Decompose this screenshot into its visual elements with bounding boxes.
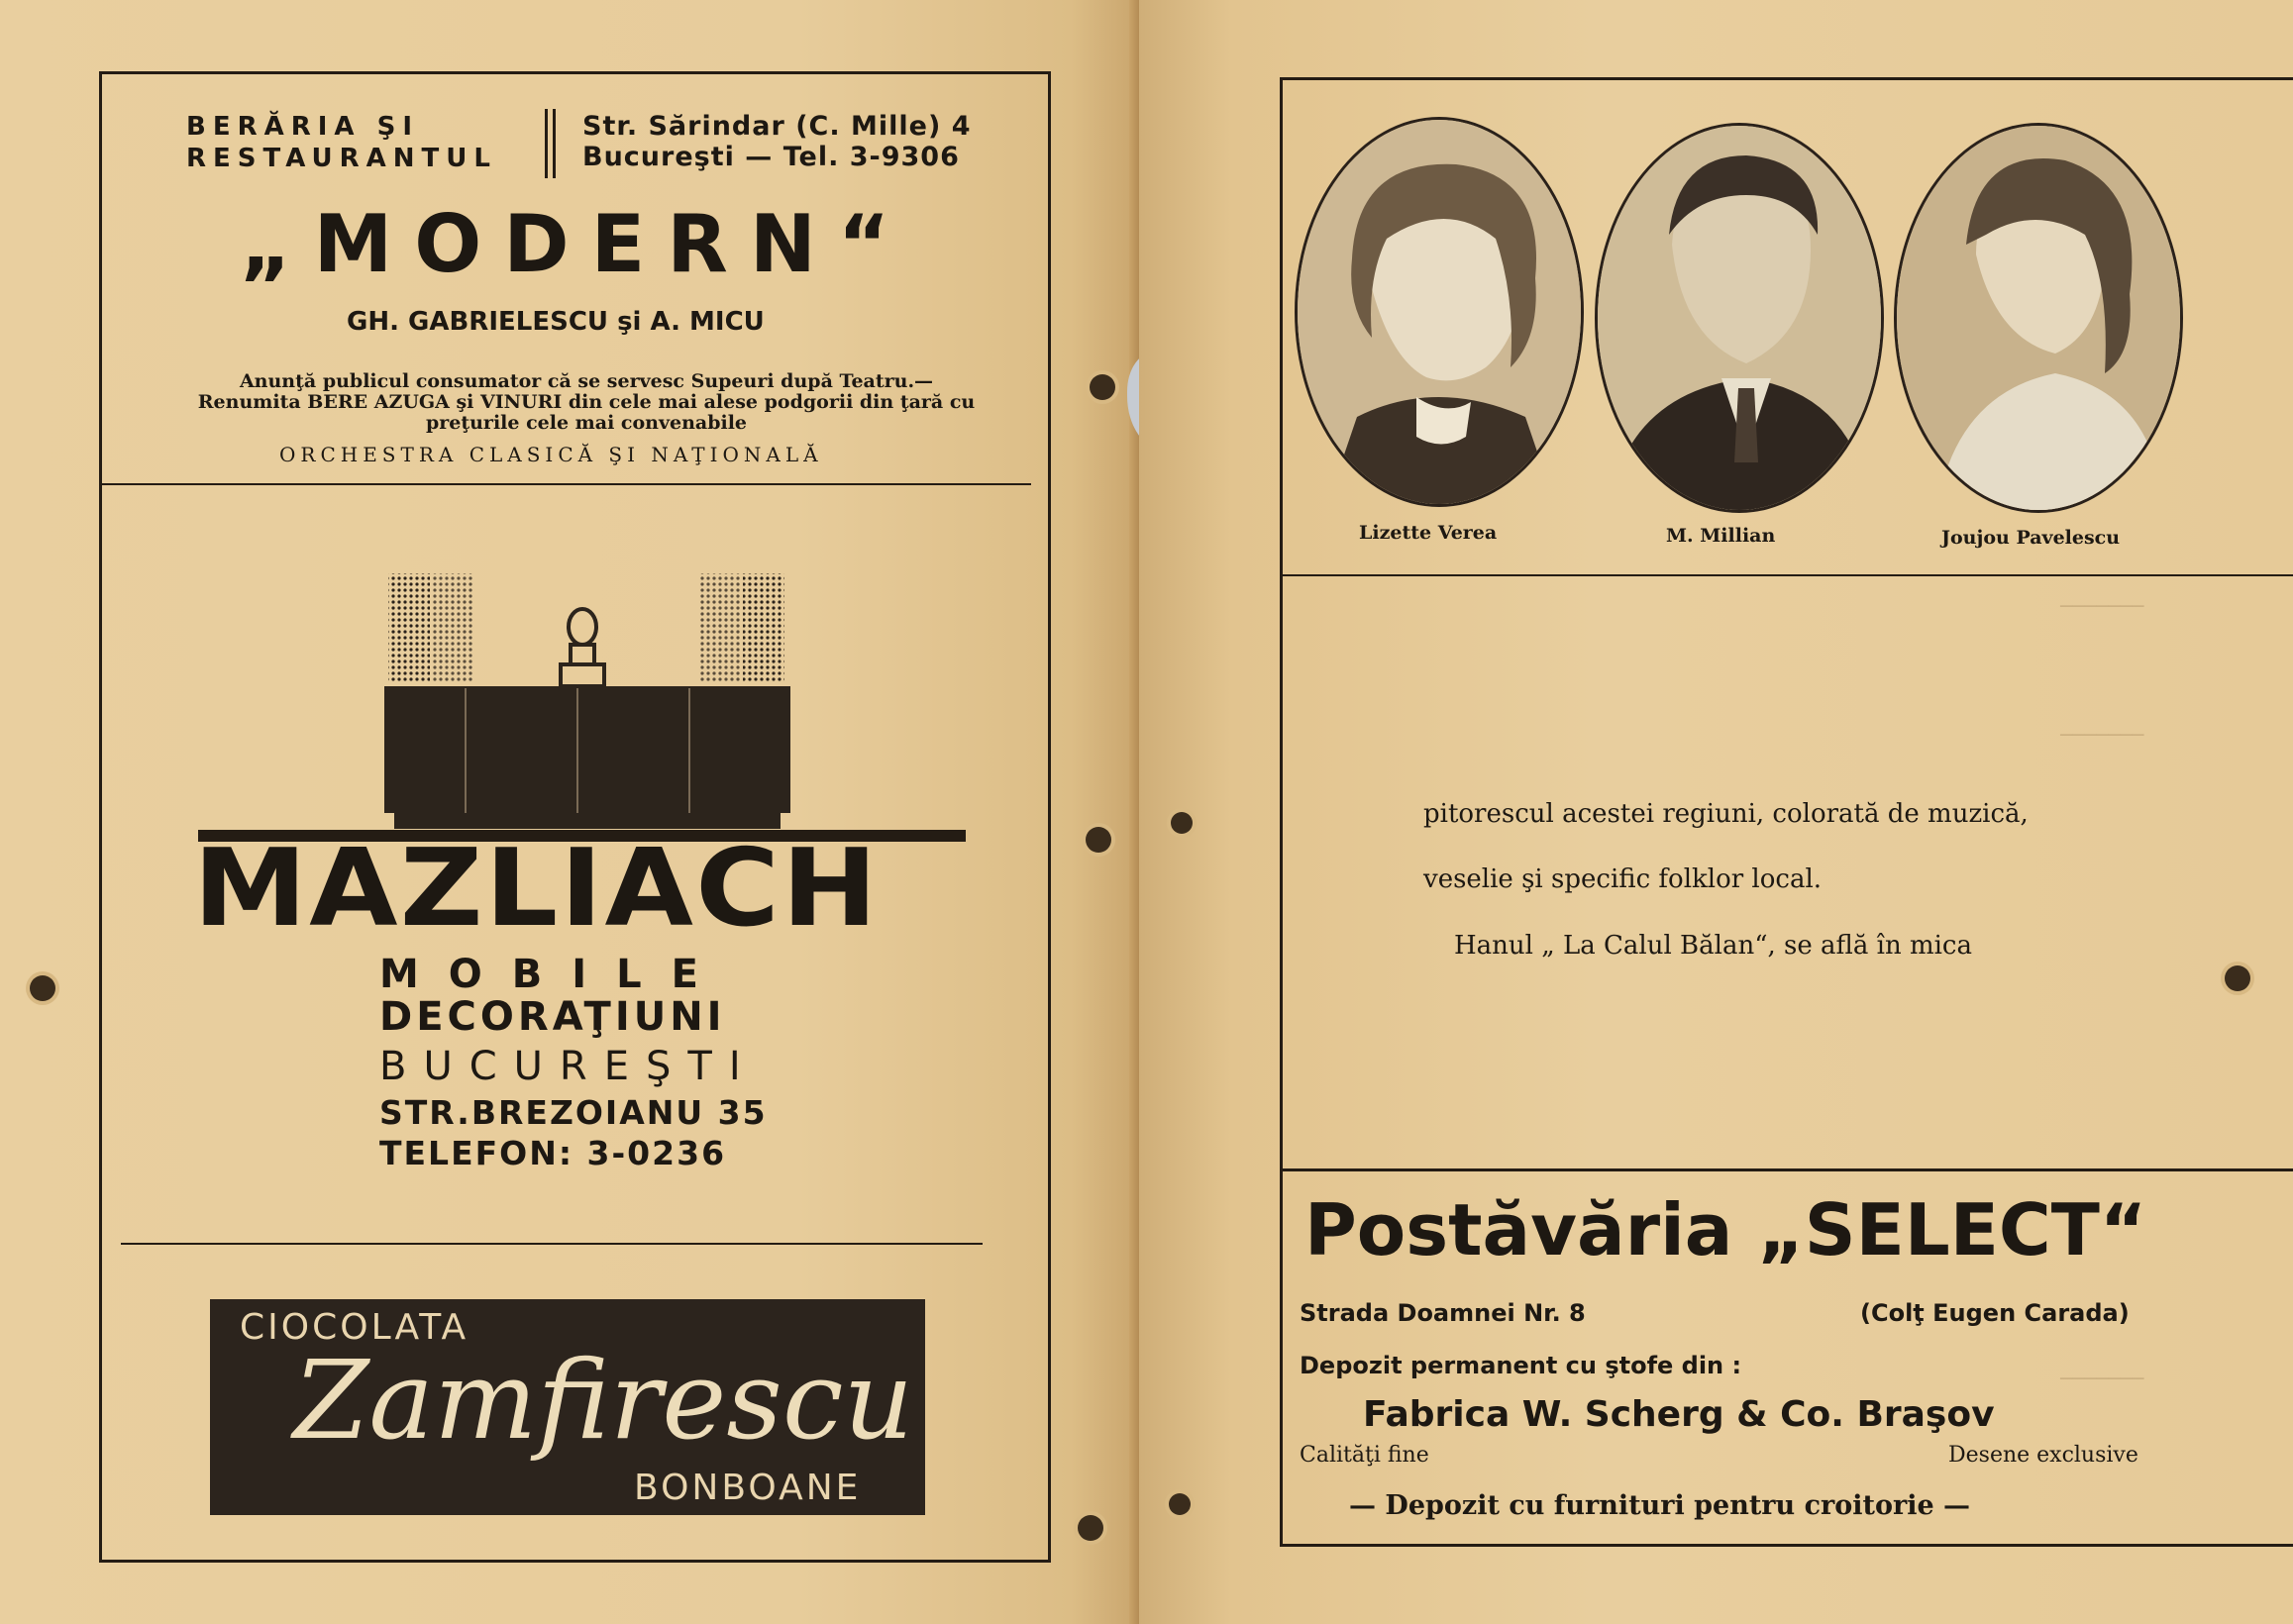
address-separator <box>545 109 548 178</box>
modern-orchestra: ORCHESTRA CLASICĂ ŞI NAŢIONALĂ <box>279 443 823 466</box>
divider-select <box>1283 1168 2293 1171</box>
divider-1 <box>102 483 1031 485</box>
text-line1: pitorescul acestei regiuni, colorată de muzică, <box>1423 799 2029 829</box>
select-quality: Calităţi fine <box>1300 1443 1429 1468</box>
modern-owners: GH. GABRIELESCU şi A. MICU <box>347 307 765 337</box>
caption-joujou-pavelescu: Joujou Pavelescu <box>1941 527 2121 549</box>
chocolate-bottom: BONBOANE <box>634 1468 862 1508</box>
select-corner: (Colţ Eugen Carada) <box>1860 1299 2130 1327</box>
select-designs: Desene exclusive <box>1948 1443 2138 1468</box>
modern-title: „MODERN“ <box>240 198 912 290</box>
text-line2: veselie şi specific folklor local. <box>1423 864 1823 894</box>
modern-announcement: Anunţă publicul consumator că se servesc Supeuri după Teatru.— Renumita BERE AZUGA şi VINURI din cele mai alese podgorii din ţară cu preţurile cele mai convenabile <box>197 370 976 434</box>
portrait-joujou-pavelescu <box>1894 123 2183 513</box>
modern-address-line1: Str. Sărindar (C. Mille) 4 <box>582 111 972 142</box>
right-page <box>1139 0 2293 1624</box>
left-hole-1 <box>1090 374 1115 400</box>
divider-portraits <box>1283 574 2293 576</box>
select-depot: Depozit permanent cu ştofe din : <box>1300 1352 1742 1379</box>
chocolate-top: CIOCOLATA <box>240 1307 469 1348</box>
right-margin-hole <box>2225 965 2250 991</box>
mazliach-line2: DECORAŢIUNI <box>379 994 726 1040</box>
left-margin-hole <box>30 975 55 1001</box>
caption-m-millian: M. Millian <box>1666 525 1776 547</box>
modern-address-line2: Bucureşti — Tel. 3-9306 <box>582 142 960 172</box>
text-line3: Hanul „ La Calul Bălan“, se află în mica <box>1454 931 1972 961</box>
mazliach-line3: BUCUREŞTI <box>379 1044 758 1089</box>
mazliach-line5: TELEFON: 3-0236 <box>379 1134 727 1172</box>
right-hole-1 <box>1171 812 1193 834</box>
mazliach-title: MAZLIACH <box>193 827 880 951</box>
caption-lizette-verea: Lizette Verea <box>1359 522 1498 544</box>
beraria-line2: RESTAURANTUL <box>186 144 497 173</box>
select-footer: — Depozit cu furnituri pentru croitorie — <box>1349 1490 1971 1521</box>
left-hole-3 <box>1078 1515 1103 1541</box>
portrait-m-millian <box>1595 123 1884 513</box>
select-street: Strada Doamnei Nr. 8 <box>1300 1299 1586 1327</box>
furniture-illustration <box>384 569 790 837</box>
divider-2 <box>121 1243 983 1245</box>
chocolate-brand: Zamfirescu <box>293 1337 914 1464</box>
chocolate-box <box>210 1299 925 1515</box>
mazliach-line1: MOBILE <box>379 952 728 997</box>
portrait-lizette-verea <box>1295 117 1584 507</box>
select-factory: Fabrica W. Scherg & Co. Braşov <box>1363 1394 1995 1435</box>
left-page <box>0 0 1139 1624</box>
right-hole-2 <box>1169 1493 1191 1515</box>
mazliach-line4: STR.BREZOIANU 35 <box>379 1093 768 1132</box>
beraria-line1: BERĂRIA ŞI <box>186 112 419 142</box>
bleed-through-2: ─────── <box>2060 723 2144 747</box>
bleed-through-1: ─────── <box>2060 594 2144 618</box>
bleed-through-3: ─────── <box>2060 1367 2144 1390</box>
left-hole-2 <box>1086 827 1111 853</box>
select-title: Postăvăria „SELECT“ <box>1304 1188 2147 1271</box>
address-separator-2 <box>553 109 556 178</box>
